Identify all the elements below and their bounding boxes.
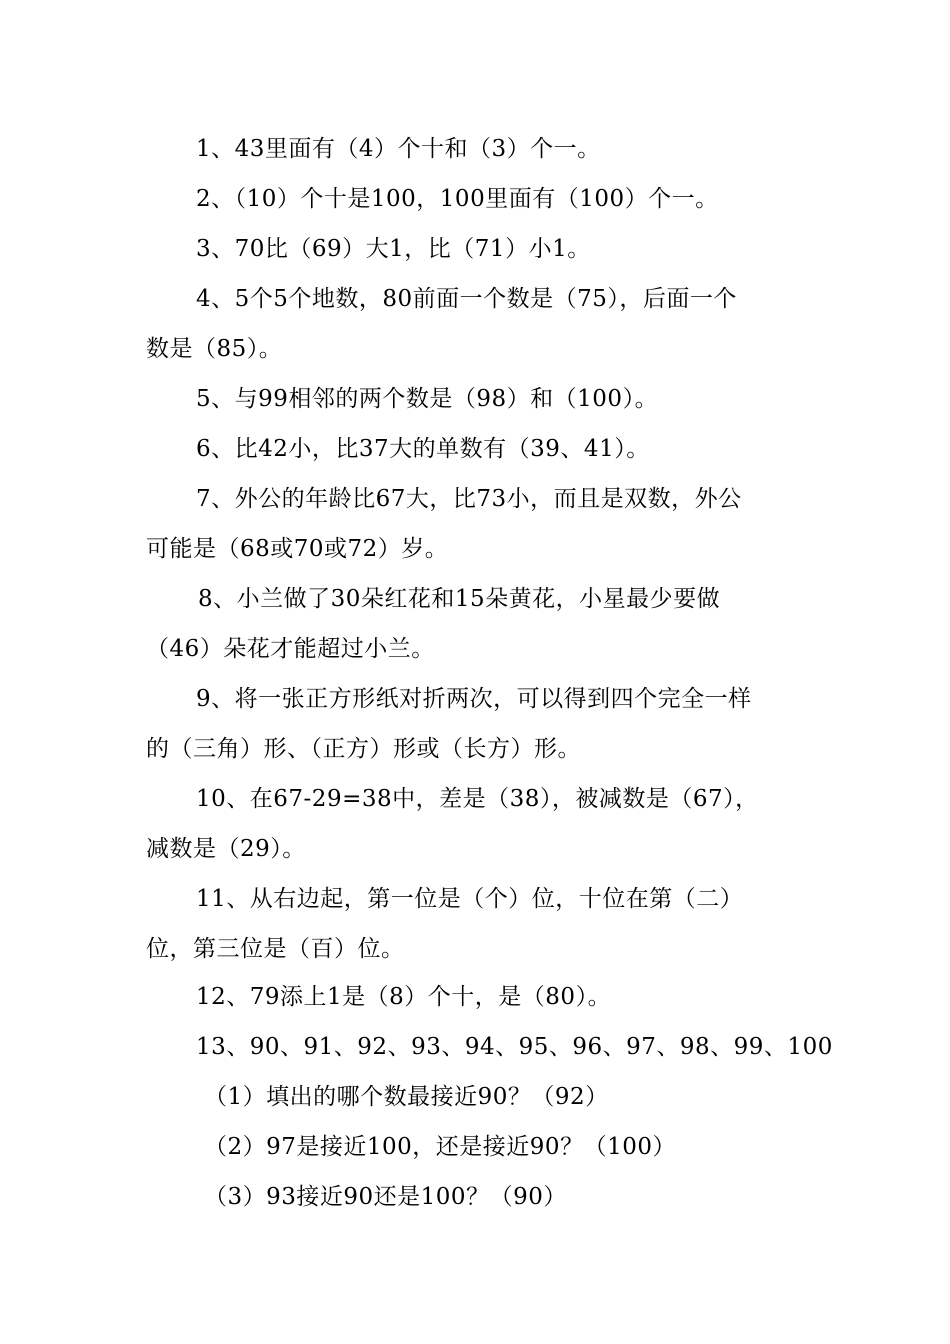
question-10-line-1: 10、在67-29=38中，差是（38），被减数是（67）， <box>196 786 759 812</box>
question-7-line-2: 可能是（68或70或72）岁。 <box>146 536 449 562</box>
question-13-sub-1: （1）填出的哪个数最接近90？（92） <box>204 1084 609 1110</box>
question-2: 2、（10）个十是100，100里面有（100）个一。 <box>196 186 719 212</box>
question-12: 12、79添上1是（8）个十，是（80）。 <box>196 984 612 1010</box>
question-13-sub-2: （2）97是接近100，还是接近90？（100） <box>204 1134 676 1160</box>
question-3: 3、70比（69）大1，比（71）小1。 <box>196 236 591 262</box>
question-1: 1、43里面有（4）个十和（3）个一。 <box>196 136 601 162</box>
question-10-line-2: 减数是（29）。 <box>146 836 306 862</box>
question-13-sub-3: （3）93接近90还是100？（90） <box>204 1184 567 1210</box>
question-9-line-2: 的（三角）形、（正方）形或（长方）形。 <box>146 736 581 762</box>
question-13: 13、90、91、92、93、94、95、96、97、98、99、100 <box>196 1034 833 1060</box>
question-11-line-2: 位，第三位是（百）位。 <box>146 936 405 962</box>
question-8-line-2: （46）朵花才能超过小兰。 <box>146 636 435 662</box>
question-8-line-1: 8、小兰做了30朵红花和15朵黄花，小星最少要做 <box>198 586 721 612</box>
question-6: 6、比42小，比37大的单数有（39、41）。 <box>196 436 650 462</box>
question-7-line-1: 7、外公的年龄比67大，比73小，而且是双数，外公 <box>196 486 742 512</box>
question-9-line-1: 9、将一张正方形纸对折两次，可以得到四个完全一样 <box>196 686 752 712</box>
question-5: 5、与99相邻的两个数是（98）和（100）。 <box>196 386 659 412</box>
question-4-line-1: 4、5个5个地数，80前面一个数是（75），后面一个 <box>196 286 737 312</box>
question-4-line-2: 数是（85）。 <box>146 336 283 362</box>
question-11-line-1: 11、从右边起，第一位是（个）位，十位在第（二） <box>196 886 744 912</box>
